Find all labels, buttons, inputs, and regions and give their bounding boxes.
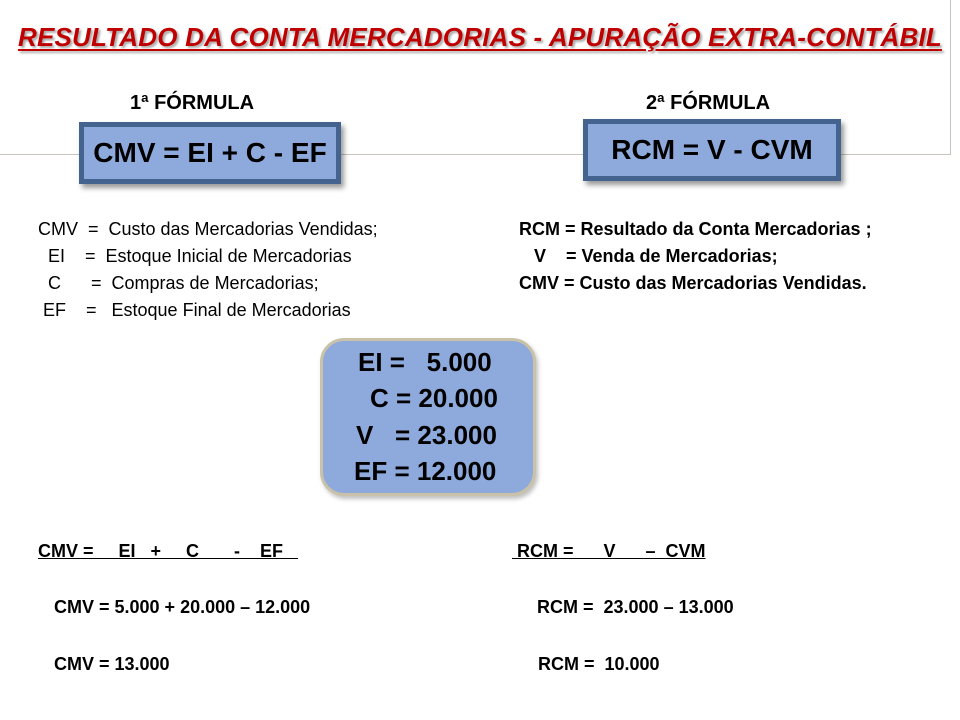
definition-rcm: RCM = Resultado da Conta Mercadorias ; xyxy=(519,219,872,239)
definition-c: C = Compras de Mercadorias; xyxy=(38,273,319,293)
formula2-text: RCM = V - CVM xyxy=(611,134,813,165)
calc1-substitution: CMV = 5.000 + 20.000 – 12.000 xyxy=(54,597,311,617)
definition-ei: EI = Estoque Inicial de Mercadorias xyxy=(38,246,352,266)
calc2-result: RCM = 10.000 xyxy=(538,654,660,674)
definition-cmv: CMV = Custo das Mercadorias Vendidas; xyxy=(38,219,378,239)
formula2-box xyxy=(583,119,841,181)
calc1-formula: CMV = EI + C - EF xyxy=(38,541,299,561)
formula1-box xyxy=(79,122,341,184)
calc2-formula: RCM = V – CVM xyxy=(512,541,706,561)
values-box xyxy=(320,338,536,496)
value-c: C = 20.000 xyxy=(370,383,498,413)
value-ei: EI = 5.000 xyxy=(358,347,492,377)
formula1-text: CMV = EI + C - EF xyxy=(93,137,327,168)
page-title: RESULTADO DA CONTA MERCADORIAS - APURAÇÃO EXTRA-CONTÁBIL xyxy=(17,22,943,52)
definition-ef: EF = Estoque Final de Mercadorias xyxy=(38,300,351,320)
formula2-label: 2ª FÓRMULA xyxy=(646,92,771,114)
value-v: V = 23.000 xyxy=(356,420,497,450)
definition-v: V = Venda de Mercadorias; xyxy=(519,246,778,266)
calc1-result: CMV = 13.000 xyxy=(54,654,170,674)
calc2-substitution: RCM = 23.000 – 13.000 xyxy=(537,597,734,617)
value-ef: EF = 12.000 xyxy=(354,456,497,486)
formula1-label: 1ª FÓRMULA xyxy=(130,92,255,114)
definition-cmv2: CMV = Custo das Mercadorias Vendidas. xyxy=(519,273,867,293)
